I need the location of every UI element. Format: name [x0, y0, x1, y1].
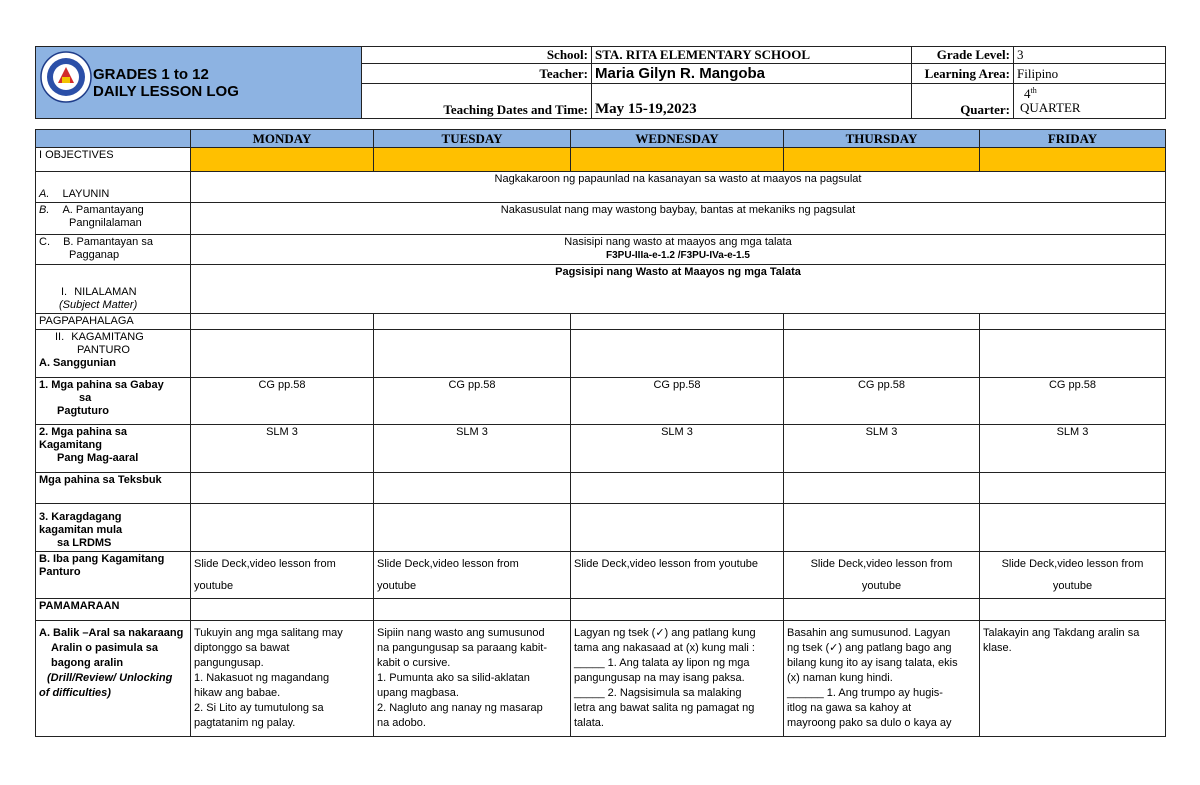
day-header-wednesday: WEDNESDAY	[571, 130, 784, 148]
balik-aral-monday: Tukuyin ang mga salitang may diptonggo sa bawat pangungusap. 1. Nakasuot ng magandang hikaw ang babae. 2. Si Lito ay tumutulong sa pagtatanim ng palay.	[191, 621, 374, 737]
lesson-log-table	[35, 129, 1166, 737]
gabay-monday: CG pp.58	[191, 378, 374, 425]
school-value: STA. RITA ELEMENTARY SCHOOL	[592, 47, 912, 64]
gabay-friday: CG pp.58	[980, 378, 1166, 425]
grade-level-value: 3	[1014, 47, 1166, 64]
table-row	[36, 235, 1166, 265]
teksbuk-label: Mga pahina sa Teksbuk	[36, 473, 191, 504]
day-header-monday: MONDAY	[191, 130, 374, 148]
balik-aral-friday: Talakayin ang Takdang aralin sa klase.	[980, 621, 1166, 737]
balik-aral-label: A. Balik –Aral sa nakaraang Aralin o pasimula sa bagong aralin (Drill/Review/ Unlocking of difficulties)	[36, 621, 191, 737]
table-row	[36, 265, 1166, 314]
layunin-label: A. LAYUNIN	[36, 172, 191, 203]
day-header-tuesday: TUESDAY	[374, 130, 571, 148]
balik-aral-tuesday: Sipiin nang wasto ang sumusunod na pangungusap sa paraang kabit- kabit o cursive. 1. Pumunta ako sa silid-aklatan upang magbasa. 2. Nagluto ang nanay ng masarap na adobo.	[374, 621, 571, 737]
iba-monday: Slide Deck,video lesson from youtube	[191, 552, 374, 599]
day-header-friday: FRIDAY	[980, 130, 1166, 148]
table-row	[36, 599, 1166, 621]
teaching-dates-value: May 15-19,2023	[592, 84, 912, 119]
kagamitan-label: II. KAGAMITANG PANTURO A. Sanggunian	[36, 330, 191, 378]
objectives-label: I OBJECTIVES	[36, 148, 191, 172]
teaching-dates-label: Teaching Dates and Time:	[362, 84, 592, 119]
magaaral-label: 2. Mga pahina sa Kagamitang Pang Mag-aaral	[36, 425, 191, 473]
magaaral-thursday: SLM 3	[784, 425, 980, 473]
teacher-label: Teacher:	[362, 64, 592, 84]
table-row	[36, 473, 1166, 504]
gabay-label: 1. Mga pahina sa Gabay sa Pagtuturo	[36, 378, 191, 425]
layunin-text: Nagkakaroon ng papaunlad na kasanayan sa wasto at maayos na pagsulat	[191, 172, 1166, 203]
header-title-cell	[36, 47, 362, 119]
iba-label: B. Iba pang Kagamitang Panturo	[36, 552, 191, 599]
pamantayang-label: B. A. Pamantayang Pangnilalaman	[36, 203, 191, 235]
school-label: School:	[362, 47, 592, 64]
table-row	[36, 330, 1166, 378]
table-row	[36, 148, 1166, 172]
magaaral-wednesday: SLM 3	[571, 425, 784, 473]
nilalaman-label: I. NILALAMAN (Subject Matter)	[36, 265, 191, 314]
iba-thursday: Slide Deck,video lesson from youtube	[784, 552, 980, 599]
gabay-tuesday: CG pp.58	[374, 378, 571, 425]
iba-tuesday: Slide Deck,video lesson from youtube	[374, 552, 571, 599]
table-row	[36, 203, 1166, 235]
pamantayang-text: Nakasusulat nang may wastong baybay, bantas at mekaniks ng pagsulat	[191, 203, 1166, 235]
grade-level-label: Grade Level:	[912, 47, 1014, 64]
table-row	[36, 504, 1166, 552]
header-table	[35, 46, 1166, 119]
balik-aral-thursday: Basahin ang sumusunod. Lagyan ng tsek (✓) ang patlang bago ang bilang kung ito ay isang talata, ekis (x) naman kung hindi. ______ 1. Ang trumpo ay hugis- itlog na gawa sa kahoy at mayroong pako sa dulo o kaya ay	[784, 621, 980, 737]
table-row	[36, 425, 1166, 473]
quarter-label: Quarter:	[912, 84, 1014, 119]
magaaral-monday: SLM 3	[191, 425, 374, 473]
table-row	[36, 552, 1166, 599]
learning-area-value: Filipino	[1014, 64, 1166, 84]
nilalaman-text: Pagsisipi nang Wasto at Maayos ng mga Talata	[191, 265, 1166, 314]
gabay-thursday: CG pp.58	[784, 378, 980, 425]
pagganap-label: C. B. Pamantayan sa Pagganap	[36, 235, 191, 265]
table-row	[36, 314, 1166, 330]
table-row	[36, 172, 1166, 203]
magaaral-friday: SLM 3	[980, 425, 1166, 473]
corner-cell	[36, 130, 191, 148]
magaaral-tuesday: SLM 3	[374, 425, 571, 473]
teacher-value: Maria Gilyn R. Mangoba	[592, 64, 912, 84]
pamamaraan-label: PAMAMARAAN	[36, 599, 191, 621]
form-title: GRADES 1 to 12 DAILY LESSON LOG	[93, 66, 239, 100]
pagganap-text: Nasisipi nang wasto at maayos ang mga talata F3PU-IIIa-e-1.2 /F3PU-IVa-e-1.5	[191, 235, 1166, 265]
pagpapahalaga-label: PAGPAPAHALAGA	[36, 314, 191, 330]
deped-seal-icon	[40, 51, 92, 103]
iba-friday: Slide Deck,video lesson from youtube	[980, 552, 1166, 599]
table-row	[36, 378, 1166, 425]
table-row	[36, 621, 1166, 737]
balik-aral-wednesday: Lagyan ng tsek (✓) ang patlang kung tama ang nakasaad at (x) kung mali : _____ 1. Ang talata ay lipon ng mga pangungusap na may isang paksa. _____ 2. Nagsisimula sa malaking letra ang bawat salita ng pamagat ng talata.	[571, 621, 784, 737]
gabay-wednesday: CG pp.58	[571, 378, 784, 425]
quarter-value: 4th QUARTER	[1014, 84, 1166, 119]
iba-wednesday: Slide Deck,video lesson from youtube	[571, 552, 784, 599]
learning-area-label: Learning Area:	[912, 64, 1014, 84]
lrdms-label: 3. Karagdagang kagamitan mula sa LRDMS	[36, 504, 191, 552]
day-header-thursday: THURSDAY	[784, 130, 980, 148]
day-header-row	[36, 130, 1166, 148]
